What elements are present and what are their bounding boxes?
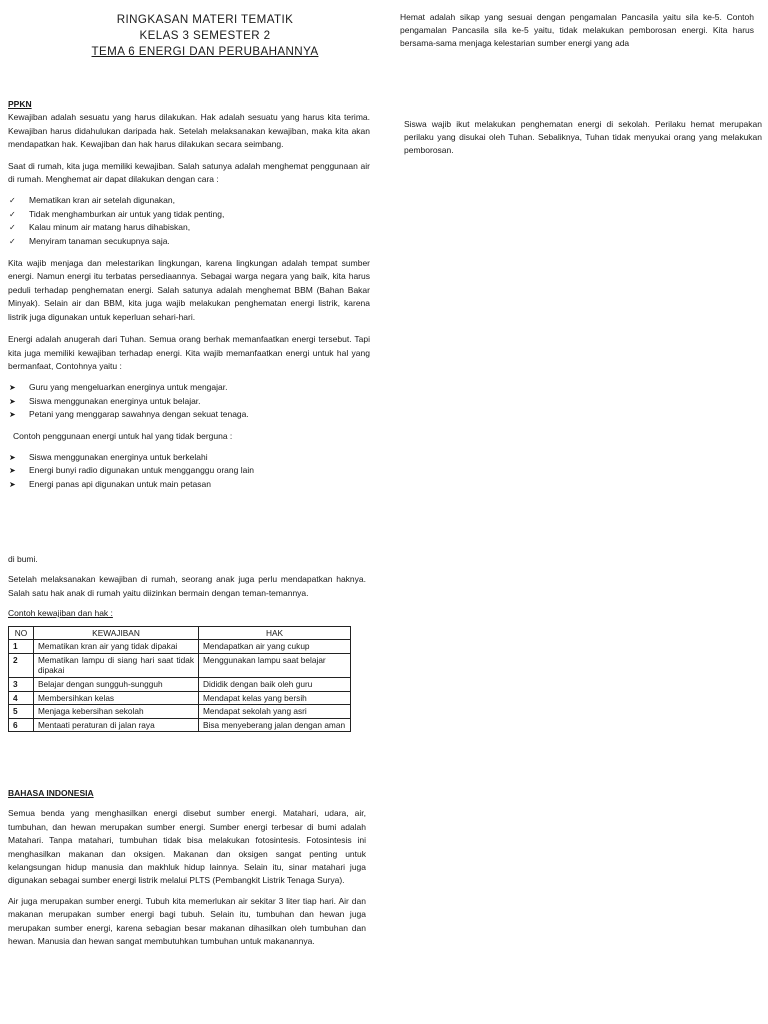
table-cell: Mematikan kran air yang tidak dipakai bbox=[34, 640, 199, 654]
table-cell: Mendapat sekolah yang asri bbox=[199, 705, 351, 719]
table-cell: Mendapat kelas yang bersih bbox=[199, 691, 351, 705]
useful-energy-list bbox=[8, 381, 370, 421]
table-cell: 3 bbox=[9, 678, 34, 692]
ppkn-paragraph-2: Saat di rumah, kita juga memiliki kewajiban. Salah satunya adalah menghemat penggunaan air di rumah. Menghemat air dapat dilakukan dengan cara : bbox=[8, 160, 370, 185]
obligations-rights-table bbox=[8, 626, 351, 733]
arrow-icon: ➤ bbox=[9, 410, 16, 420]
arrow-icon: ➤ bbox=[9, 466, 16, 476]
table-cell: Membersihkan kelas bbox=[34, 691, 199, 705]
table-row bbox=[9, 691, 351, 705]
table-cell: 1 bbox=[9, 640, 34, 654]
list-item: ✓ Kalau minum air matang harus dihabiskan, bbox=[8, 221, 370, 234]
arrow-icon: ➤ bbox=[9, 479, 16, 489]
list-item: ✓ Mematikan kran air setelah digunakan, bbox=[8, 194, 370, 207]
check-icon: ✓ bbox=[9, 223, 16, 233]
list-item: ✓ Tidak menghamburkan air untuk yang tidak penting, bbox=[8, 208, 370, 221]
water-saving-list bbox=[8, 194, 370, 248]
arrow-icon: ➤ bbox=[9, 383, 16, 393]
title-line-1: RINGKASAN MATERI TEMATIK bbox=[116, 13, 294, 26]
wasteful-energy-list bbox=[8, 451, 370, 491]
table-header-row bbox=[9, 626, 351, 640]
table-cell: 4 bbox=[9, 691, 34, 705]
table-cell: Dididik dengan baik oleh guru bbox=[199, 678, 351, 692]
bahasa-paragraph-2: Air juga merupakan sumber energi. Tubuh kita memerlukan air sekitar 3 liter tiap hari. Air dan makanan merupakan sumber energi bagi tubuh. Selain itu, tumbuhan dan hewan juga merupakan sumber energi, karena sebagian besar makanan dihasilkan oleh tumbuhan dan hewan. Manusia dan hewan sangat membutuhkan tumbuhan untuk makanannya. bbox=[8, 895, 366, 947]
list-item: ➤ Energi panas api digunakan untuk main petasan bbox=[8, 478, 370, 491]
fragment-text: di bumi. bbox=[8, 554, 38, 564]
table-cell: 6 bbox=[9, 718, 34, 732]
title-line-3: TEMA 6 ENERGI DAN PERUBAHANNYA bbox=[91, 45, 319, 58]
table-row bbox=[9, 640, 351, 654]
table-cell: Menjaga kebersihan sekolah bbox=[34, 705, 199, 719]
check-icon: ✓ bbox=[9, 209, 16, 219]
ppkn-section bbox=[8, 98, 370, 491]
table-row bbox=[9, 718, 351, 732]
ppkn-paragraph-5: Contoh penggunaan energi untuk hal yang tidak berguna : bbox=[13, 430, 233, 441]
list-item: ➤ Guru yang mengeluarkan energinya untuk mengajar. bbox=[8, 381, 370, 394]
column-header: HAK bbox=[199, 626, 351, 640]
ppkn-paragraph-3: Kita wajib menjaga dan melestarikan lingkungan, karena lingkungan adalah tempat sumber energi. Namun energi itu terbatas persediaannya. Sebagai warga negara yang baik, kita harus peduli terhadap penghematan energi. Salah satunya adalah menghemat BBM (Bahan Bakar Minyak). Selain air dan BBM, kita juga wajib melakukan penghematan energi listrik, karena listrik juga digunakan untuk keperluan sehari-hari. bbox=[8, 258, 370, 322]
arrow-icon: ➤ bbox=[9, 452, 16, 462]
bahasa-heading: BAHASA INDONESIA bbox=[8, 788, 94, 798]
check-icon: ✓ bbox=[9, 196, 16, 206]
ppkn-paragraph-4: Energi adalah anugerah dari Tuhan. Semua orang berhak memanfaatkan energi tersebut. Tapi kita juga memiliki kewajiban terhadap energi. Kita wajib memanfaatkan energi untuk hal yang bermanfaat, Contohnya yaitu : bbox=[8, 334, 370, 371]
table-cell: 5 bbox=[9, 705, 34, 719]
list-item: ✓ Menyiram tanaman secukupnya saja. bbox=[8, 235, 370, 248]
table-title: Contoh kewajiban dan hak : bbox=[8, 608, 113, 619]
list-item: ➤ Energi bunyi radio digunakan untuk mengganggu orang lain bbox=[8, 464, 370, 477]
title-line-2: KELAS 3 SEMESTER 2 bbox=[139, 29, 271, 42]
table-row bbox=[9, 653, 351, 677]
bahasa-section bbox=[8, 787, 366, 948]
table-row bbox=[9, 705, 351, 719]
table-cell: Mematikan lampu di siang hari saat tidak dipakai bbox=[34, 653, 199, 677]
list-item: ➤ Siswa menggunakan energinya untuk belajar. bbox=[8, 395, 370, 408]
table-cell: 2 bbox=[9, 653, 34, 677]
bahasa-paragraph-1: Semua benda yang menghasilkan energi disebut sumber energi. Matahari, udara, air, tumbuhan, dan hewan merupakan sumber energi. Sumber energi terbesar di bumi adalah Matahari. Tanpa matahari, tumbuhan tidak bisa melakukan fotosintesis. Fotosintesis ini menghasilkan makanan dan oksigen. Makanan dan oksigen sangat penting untuk kelangsungan hidup manusia dan makhluk hidup lainnya. Selain itu, sinar matahari juga digunakan sebagai sumber energi listrik melalui PLTS (Pembangkit Listrik Tenaga Surya). bbox=[8, 808, 366, 886]
rights-paragraph: Setelah melaksanakan kewajiban di rumah, seorang anak juga perlu mendapatkan haknya. Salah satu hak anak di rumah yaitu diizinkan bermain dengan teman-temannya. bbox=[8, 574, 366, 598]
table-cell: Menggunakan lampu saat belajar bbox=[199, 653, 351, 677]
column-header: KEWAJIBAN bbox=[34, 626, 199, 640]
ppkn-heading: PPKN bbox=[8, 99, 32, 109]
arrow-icon: ➤ bbox=[9, 396, 16, 406]
table-row bbox=[9, 678, 351, 692]
ppkn-paragraph-1: Kewajiban adalah sesuatu yang harus dilakukan. Hak adalah sesuatu yang harus kita terima. Kewajiban harus didahulukan daripada hak. Setelah melaksanakan kewajiban, maka kita akan mendapatkan hak. Kewajiban dan hak harus dilakukan secara seimbang. bbox=[8, 112, 370, 150]
table-cell: Mentaati peraturan di jalan raya bbox=[34, 718, 199, 732]
table-cell: Mendapatkan air yang cukup bbox=[199, 640, 351, 654]
table-cell: Belajar dengan sungguh-sungguh bbox=[34, 678, 199, 692]
column-header: NO bbox=[9, 626, 34, 640]
list-item: ➤ Petani yang menggarap sawahnya dengan sekuat tenaga. bbox=[8, 408, 370, 421]
list-item: ➤ Siswa menggunakan energinya untuk berkelahi bbox=[8, 451, 370, 464]
rights-section bbox=[8, 553, 366, 732]
table-cell: Bisa menyeberang jalan dengan aman bbox=[199, 718, 351, 732]
right-paragraph-1: Hemat adalah sikap yang sesuai dengan pengamalan Pancasila yaitu sila ke-5. Contoh pengamalan Pancasila sila ke-5 yaitu, tidak melakukan pemborosan energi. Kita harus bersama-sama menjaga kelestarian sumber energi yang ada bbox=[400, 12, 754, 48]
check-icon: ✓ bbox=[9, 236, 16, 246]
right-paragraph-2: Siswa wajib ikut melakukan penghematan energi di sekolah. Perilaku hemat merupakan perilaku yang disukai oleh Tuhan. Sebaliknya, Tuhan tidak menyukai orang yang melakukan pemborosan. bbox=[404, 119, 762, 155]
